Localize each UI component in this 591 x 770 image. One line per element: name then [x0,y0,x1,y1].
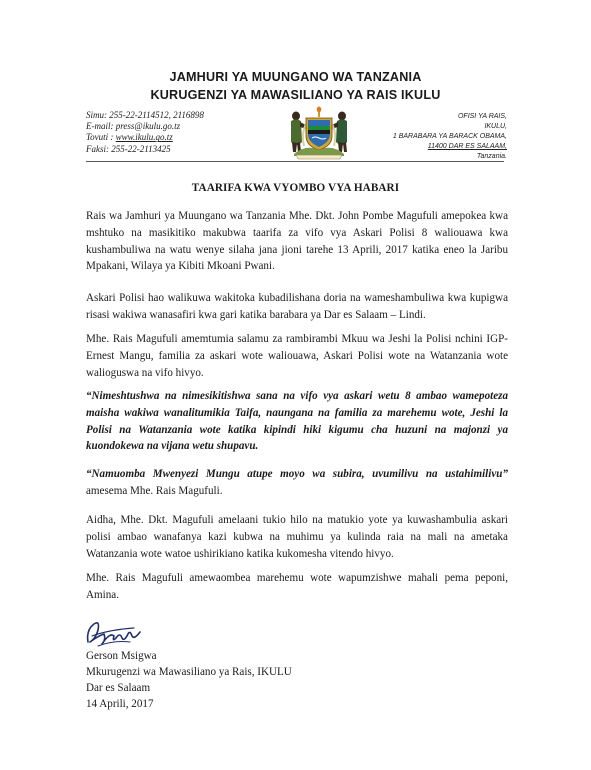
header-line-2: KURUGENZI YA MAWASILIANO YA RAIS IKULU [150,88,441,102]
contact-block [86,110,204,155]
document-date: 14 Aprili, 2017 [86,698,154,710]
signatory-place: Dar es Salaam [86,682,151,694]
paragraph-2: Askari Polisi hao walikuwa wakitoka kubadilishana doria na wameshambuliwa kwa kupigwa risasi wakiwa wanasafiri kwa gari katika barabara ya Dar es Salaam – Lindi. [86,292,508,321]
address-line-3: 1 BARABARA YA BARACK OBAMA, [392,133,507,140]
document-title: TAARIFA KWA VYOMBO VYA HABARI [191,182,400,194]
quote-2-attribution: amesema Mhe. Rais Magufuli. [86,484,223,497]
quote-2: “Namuomba Mwenyezi Mungu atupe moyo wa subira, uvumilivu na ustahimilivu” [86,468,508,480]
address-line-4: 11400 DAR ES SALAAM, [427,143,507,150]
contact-fax: Faksi: 255-22-2113425 [86,143,171,154]
contact-email: E-mail: press@ikulu.go.tz [86,121,181,132]
address-line-2: IKULU, [484,123,507,130]
signatory-position: Mkurugenzi wa Mawasiliano ya Rais, IKULU [86,666,292,678]
paragraph-1: Rais wa Jamhuri ya Muungano wa Tanzania Mhe. Dkt. John Pombe Magufuli amepokea kwa mshtuko na masikitiko makubwa taarifa za vifo vya Askari Polisi 8 waliouawa kwa kushambuliwa na watu wenye silaha jana jioni tarehe 13 Aprili, 2017 katika eneo la Jaribu Mpakani, Wilaya ya Kibiti Mkoani Pwani. [86,210,508,273]
quote-1: “Nimeshtushwa na nimesikitishwa sana na vifo vya askari wetu 8 ambao wamepoteza maisha wakiwa wanalitumikia Taifa, naungana na familia za marehemu wote, Jeshi la Polisi na Watanzania wote katika kipindi hiki kigumu cha huzuni na majonzi ya kuondokewa na vijana wetu shupavu. [86,390,508,453]
signatory-name: Gerson Msigwa [86,650,157,662]
header-divider [86,161,504,162]
address-block [393,112,507,162]
coat-of-arms-icon [286,106,352,160]
address-line-5: Tanzania. [476,153,507,160]
contact-website-row [86,132,204,143]
paragraph-3: Mhe. Rais Magufuli amemtumia salamu za rambirambi Mkuu wa Jeshi la Polisi nchini IGP-Ernest Mangu, familia za askari wote waliouawa, Askari Polisi wote na Watanzania wote walioguswa na vifo hivyo. [86,333,508,379]
paragraph-5: Mhe. Rais Magufuli amewaombea marehemu wote wapumzishwe mahali pema peponi, Amina. [86,572,508,601]
contact-website-prefix: Tovuti : [86,132,116,143]
signature-block [86,648,292,712]
contact-phone: Simu: 255-22-2114512, 2116898 [86,110,204,120]
contact-website-link[interactable]: www.ikulu.go.tz [115,132,173,143]
paragraph-4: Aidha, Mhe. Dkt. Magufuli amelaani tukio hilo na matukio yote ya kuwashambulia askari polisi ambao wanafanya kazi kubwa na muhimu ya kulinda raia na mali na ametaka Watanzania wote watoe ushirikiano katika kukomesha vitendo hivyo. [86,514,508,560]
header-line-1: JAMHURI YA MUUNGANO WA TANZANIA [169,70,422,84]
quote-2-block [86,466,508,500]
handwritten-signature-icon [84,616,146,650]
address-line-1: OFISI YA RAIS, [457,113,507,120]
